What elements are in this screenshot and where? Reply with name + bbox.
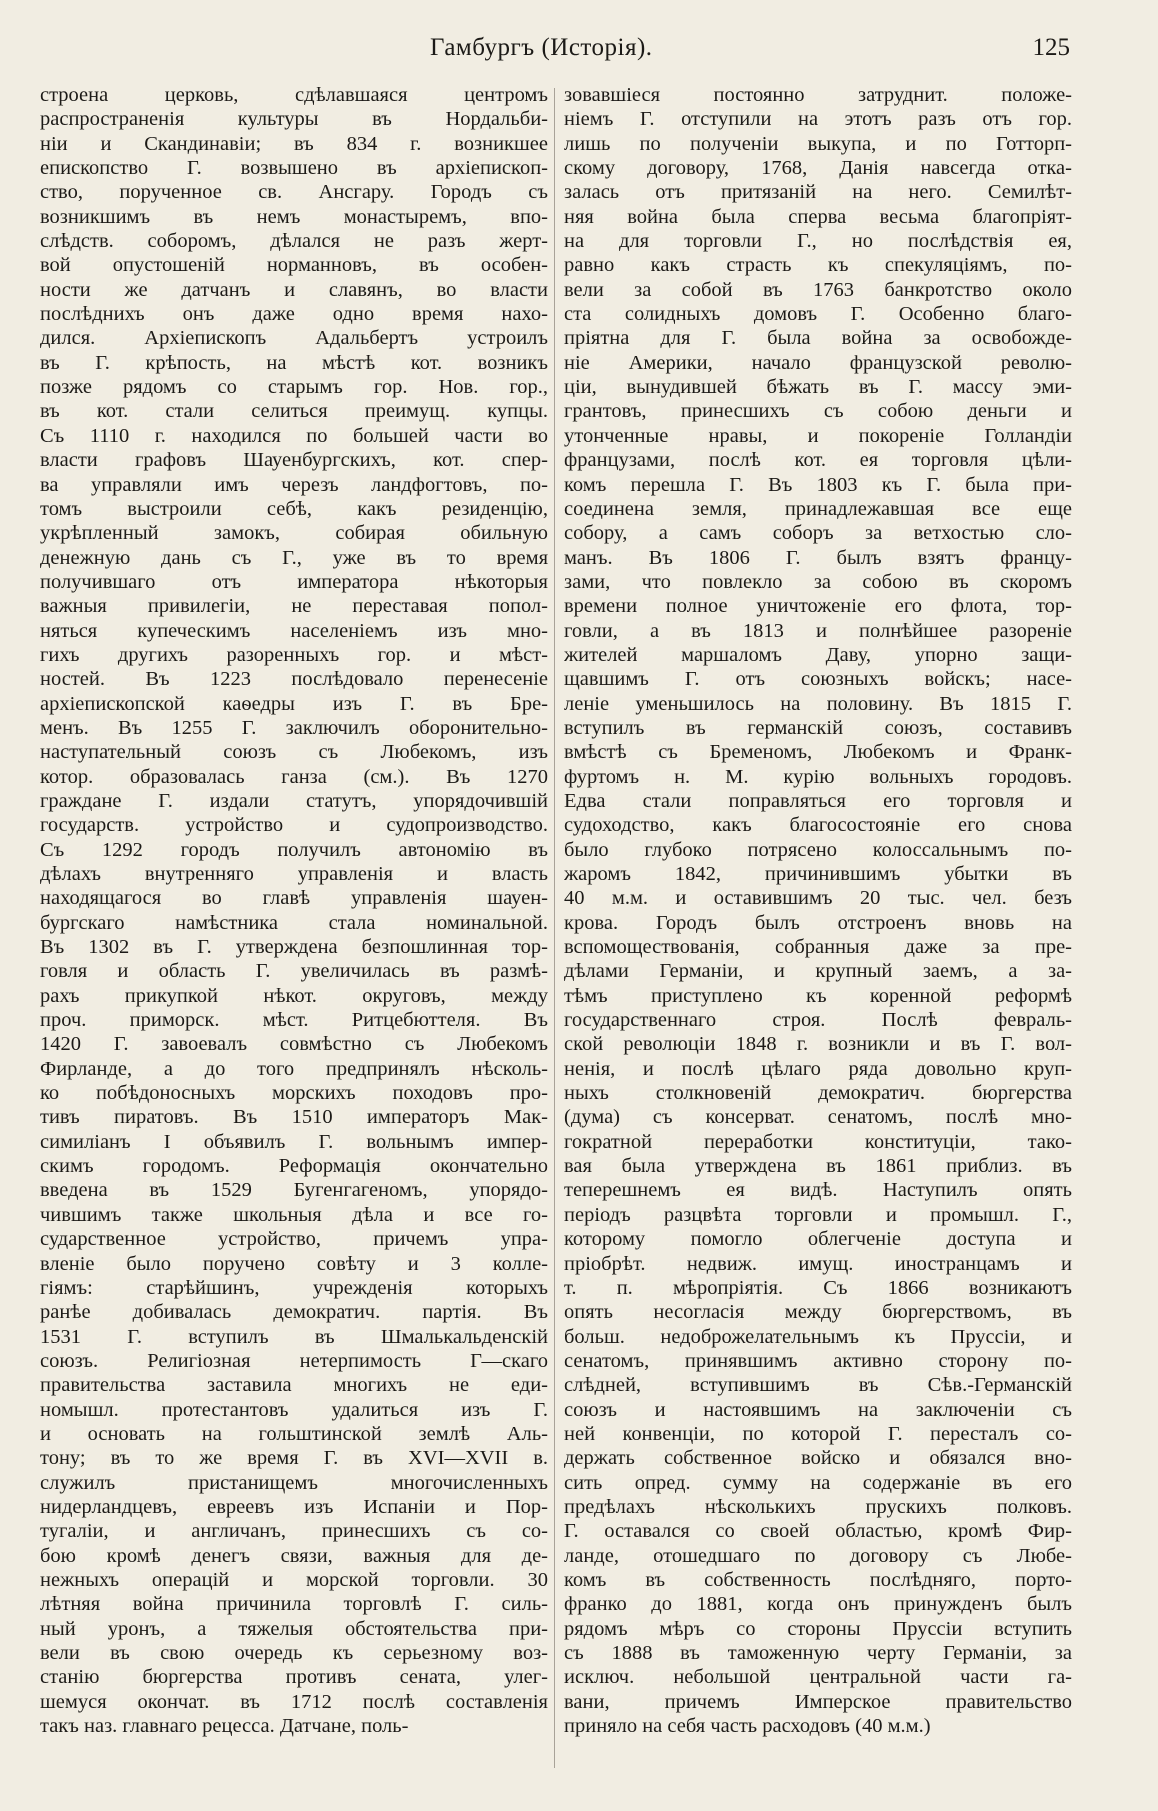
text-line: вмѣстѣ съ Бременомъ, Любекомъ и Франк- xyxy=(564,741,1072,764)
text-line: вспомоществованія, собранныя даже за пре- xyxy=(564,936,1072,959)
text-line: крова. Городъ былъ отстроенъ вновь на xyxy=(564,911,1072,934)
text-line: скимъ городомъ. Реформація окончательно xyxy=(40,1155,548,1178)
left-text-column xyxy=(40,83,548,1738)
text-line: предѣлахъ нѣсколькихъ прускихъ полковъ. xyxy=(564,1495,1072,1518)
text-line: держать собственное войско и обязался вно- xyxy=(564,1447,1072,1470)
text-line: говли, а въ 1813 и полнѣйшее разореніе xyxy=(564,619,1072,642)
text-line: съ 1888 въ таможенную черту Германіи, за xyxy=(564,1642,1072,1664)
text-line: няя война была сперва весьма благопріят- xyxy=(564,205,1072,228)
text-line: вая была утверждена въ 1861 приблиз. въ xyxy=(564,1155,1072,1178)
text-line: рядомъ мѣръ со стороны Пруссіи вступить xyxy=(564,1617,1072,1640)
text-line: сить опред. сумму на содержаніе въ его xyxy=(564,1471,1072,1494)
text-line: получившаго отъ императора нѣкоторыя xyxy=(40,570,548,593)
text-line: Въ 1302 въ Г. утверждена безпошлинная тор- xyxy=(40,936,548,959)
text-line: и основать на гольштинской землѣ Аль- xyxy=(40,1422,548,1445)
text-line: Фирланде, а до того предпринялъ нѣсколь- xyxy=(40,1057,548,1080)
text-line: опять несогласія между бюргерствомъ, въ xyxy=(564,1301,1072,1324)
text-line: ко побѣдоносныхъ морскихъ походовъ про- xyxy=(40,1082,548,1105)
text-line: котор. образовалась ганза (см.). Въ 1270 xyxy=(40,765,548,788)
text-line: введена въ 1529 Бугенгагеномъ, упорядо- xyxy=(40,1179,548,1202)
text-line: тугаліи, и англичанъ, принесшихъ съ со- xyxy=(40,1520,548,1543)
text-line: находящагося во главѣ управленія шауен- xyxy=(40,887,548,910)
text-line: союзъ и настоявшимъ на заключеніи съ xyxy=(564,1398,1072,1421)
text-line: щавшимъ Г. отъ союзныхъ войскъ; насе- xyxy=(564,668,1072,691)
text-line: слѣдств. соборомъ, дѣлался не разъ жерт- xyxy=(40,230,548,253)
text-line: ніи и Скандинавіи; въ 834 г. возникшее xyxy=(40,132,548,155)
text-line: комъ перешла Г. Въ 1803 къ Г. была при- xyxy=(564,473,1072,496)
running-head: Гамбургъ (Исторія). xyxy=(430,34,653,61)
text-line: гихъ другихъ разоренныхъ гор. и мѣст- xyxy=(40,643,548,666)
text-line: вани, причемъ Имперское правительство xyxy=(564,1690,1072,1713)
text-line: вой опустошеній норманновъ, въ особен- xyxy=(40,254,548,277)
text-line: было глубоко потрясено колоссальнымъ по- xyxy=(564,838,1072,861)
text-line: грантовъ, принесшихъ съ собою деньги и xyxy=(564,400,1072,423)
text-line: пріятна для Г. была война за освобожде- xyxy=(564,327,1072,350)
text-line: жителей маршаломъ Даву, упорно защи- xyxy=(564,643,1072,666)
text-line: няться купеческимъ населеніемъ изъ мно- xyxy=(40,619,548,642)
column-divider xyxy=(554,88,555,1768)
text-line: лишь по полученіи выкупа, и по Готторп- xyxy=(564,132,1072,155)
text-line: времени полное уничтоженіе его флота, тор- xyxy=(564,595,1072,618)
text-line: 1531 Г. вступилъ въ Шмалькальденскій xyxy=(40,1325,548,1348)
text-line: приняло на себя часть расходовъ (40 м.м.) xyxy=(564,1715,931,1738)
text-line: зовавшіеся постоянно затруднит. положе- xyxy=(564,84,1072,106)
text-line: залась отъ притязаній на него. Семилѣт- xyxy=(564,181,1072,204)
text-line: леніе уменьшилось на половину. Въ 1815 Г. xyxy=(564,692,1072,715)
text-line: бургскаго намѣстника стала номинальной. xyxy=(40,911,548,934)
text-line: важныя привилегіи, не переставая попол- xyxy=(40,595,548,618)
text-line: вели въ свою очередь къ серьезному воз- xyxy=(40,1642,548,1664)
text-line: вступилъ въ германскій союзъ, составивъ xyxy=(564,716,1072,739)
text-line: тивъ пиратовъ. Въ 1510 императоръ Мак- xyxy=(40,1106,548,1129)
text-line: соединена земля, принадлежавшая все еще xyxy=(564,497,1072,520)
text-line: пріобрѣт. недвиж. имущ. иностранцамъ и xyxy=(564,1252,1072,1275)
text-line: служилъ пристанищемъ многочисленныхъ xyxy=(40,1471,548,1494)
text-line: гократной переработки конституціи, тако- xyxy=(564,1130,1072,1153)
text-line: ный уронъ, а тяжелыя обстоятельства при- xyxy=(40,1617,548,1640)
text-line: фуртомъ н. М. курію вольныхъ городовъ. xyxy=(564,765,1072,788)
text-line: ніе Америки, начало французской револю- xyxy=(564,351,1072,374)
text-line: Едва стали поправляться его торговля и xyxy=(564,789,1072,812)
text-line: комъ въ собственность послѣдняго, порто- xyxy=(564,1568,1072,1591)
text-line: правительства заставила многихъ не еди- xyxy=(40,1374,548,1397)
text-line: рахъ прикупкой нѣкот. округовъ, между xyxy=(40,984,548,1007)
text-line: равно какъ страсть къ спекуляціямъ, по- xyxy=(564,254,1072,277)
text-line: въ кот. стали селиться преимущ. купцы. xyxy=(40,400,548,423)
page-header xyxy=(40,34,1070,74)
text-line: дѣлахъ внутренняго управленія и власть xyxy=(40,863,548,885)
text-line: манъ. Въ 1806 Г. былъ взятъ францу- xyxy=(564,546,1072,569)
text-line: ранѣе добивалась демократич. партія. Въ xyxy=(40,1301,548,1324)
text-line: франко до 1881, когда онъ принужденъ былъ xyxy=(564,1593,1072,1616)
text-line: власти графовъ Шауенбургскихъ, кот. спер- xyxy=(40,449,548,472)
text-line: такъ наз. главнаго рецесса. Датчане, поль- xyxy=(40,1715,409,1738)
text-line: ненія, и послѣ цѣлаго ряда довольно круп- xyxy=(564,1057,1072,1080)
text-line: Съ 1292 городъ получилъ автономію въ xyxy=(40,838,548,861)
text-line: станію бюргерства противъ сената, улег- xyxy=(40,1666,548,1689)
text-line: исключ. небольшой центральной части га- xyxy=(564,1666,1072,1689)
text-line: чившимъ также школьныя дѣла и все го- xyxy=(40,1203,548,1226)
text-line: шемуся окончат. въ 1712 послѣ составленія xyxy=(40,1690,548,1713)
text-line: ской революціи 1848 г. возникли и въ Г. вол- xyxy=(564,1033,1072,1056)
text-line: утонченные нравы, и покореніе Голландіи xyxy=(564,424,1072,447)
text-line: дѣлами Германіи, и крупный заемъ, а за- xyxy=(564,960,1072,983)
text-line: ство, порученное св. Ансгару. Городъ съ xyxy=(40,181,548,204)
page-number: 125 xyxy=(1032,34,1070,61)
text-line: зами, что повлекло за собою въ скоромъ xyxy=(564,570,1072,593)
text-line: ста солидныхъ домовъ Г. Особенно благо- xyxy=(564,303,1072,326)
text-line: ней конвенціи, по которой Г. пересталъ со- xyxy=(564,1422,1072,1445)
text-line: ности же датчанъ и славянъ, во власти xyxy=(40,278,548,301)
text-line: денежную дань съ Г., уже въ то время xyxy=(40,546,548,569)
text-line: распространенія культуры въ Нордальби- xyxy=(40,108,548,131)
text-line: наступательный союзъ съ Любекомъ, изъ xyxy=(40,741,548,764)
text-line: т. п. мѣропріятія. Съ 1866 возникаютъ xyxy=(564,1276,1072,1299)
text-line: собору, а самъ соборъ за ветхостью сло- xyxy=(564,522,1072,545)
text-line: больш. недоброжелательнымъ къ Пруссіи, и xyxy=(564,1325,1072,1348)
text-line: строена церковь, сдѣлавшаяся центромъ xyxy=(40,84,548,106)
text-line: нидерландцевъ, евреевъ изъ Испаніи и Пор- xyxy=(40,1495,548,1518)
text-line: скому договору, 1768, Данія навсегда отка- xyxy=(564,157,1072,180)
text-line: послѣднихъ онъ даже одно время нахо- xyxy=(40,303,548,326)
right-text-column xyxy=(564,83,1072,1738)
text-line: союзъ. Религіозная нетерпимость Г—скаго xyxy=(40,1349,548,1372)
text-line: Г. оставался со своей областью, кромѣ Фир- xyxy=(564,1520,1072,1543)
text-line: въ Г. крѣпость, на мѣстѣ кот. возникъ xyxy=(40,351,548,374)
text-line: государственнаго строя. Послѣ февраль- xyxy=(564,1009,1072,1032)
text-line: тону; въ то же время Г. въ XVI—XVII в. xyxy=(40,1447,548,1470)
text-line: говля и область Г. увеличилась въ размѣ- xyxy=(40,960,548,983)
text-line: симиліанъ I объявилъ Г. вольнымъ импер- xyxy=(40,1130,548,1153)
text-line: томъ выстроили себѣ, какъ резиденцію, xyxy=(40,497,548,520)
text-line: ніемъ Г. отступили на этотъ разъ отъ гор. xyxy=(564,108,1072,131)
text-line: нежныхъ операцій и морской торговли. 30 xyxy=(40,1568,548,1591)
text-line: ныхъ столкновеній демократич. бюргерства xyxy=(564,1082,1072,1105)
text-line: дился. Архіепископъ Адальбертъ устроилъ xyxy=(40,327,548,350)
text-line: проч. приморск. мѣст. Ритцебюттеля. Въ xyxy=(40,1009,548,1032)
text-line: которому помогло облегченіе доступа и xyxy=(564,1228,1072,1251)
text-line: на для торговли Г., но послѣдствія ея, xyxy=(564,230,1072,253)
text-line: бою кромѣ денегъ связи, важныя для де- xyxy=(40,1544,548,1567)
text-line: Съ 1110 г. находился по большей части во xyxy=(40,424,548,447)
text-line: сенатомъ, принявшимъ активно сторону по- xyxy=(564,1349,1072,1372)
text-line: вели за собой въ 1763 банкротство около xyxy=(564,278,1072,301)
text-line: архіепископской каѳедры изъ Г. въ Бре- xyxy=(40,692,548,715)
text-line: епископство Г. возвышено въ архіепископ- xyxy=(40,157,548,180)
text-line: ціи, вынудившей бѣжать въ Г. массу эми- xyxy=(564,376,1072,399)
text-line: номышл. протестантовъ удалиться изъ Г. xyxy=(40,1398,548,1421)
text-line: судоходство, какъ благосостояніе его снова xyxy=(564,814,1072,837)
text-line: лѣтняя война причинила торговлѣ Г. силь- xyxy=(40,1593,548,1616)
text-line: ва управляли имъ черезъ ландфогтовъ, по- xyxy=(40,473,548,496)
text-line: ланде, отошедшаго по договору съ Любе- xyxy=(564,1544,1072,1567)
text-line: позже рядомъ со старымъ гор. Нов. гор., xyxy=(40,376,548,399)
text-line: тѣмъ приступлено къ коренной реформѣ xyxy=(564,984,1072,1007)
text-line: (дума) съ консерват. сенатомъ, послѣ мно- xyxy=(564,1106,1072,1129)
text-line: сударственное устройство, причемъ упра- xyxy=(40,1228,548,1251)
text-line: возникшимъ въ немъ монастыремъ, впо- xyxy=(40,205,548,228)
text-line: ностей. Въ 1223 послѣдовало перенесеніе xyxy=(40,668,548,691)
text-line: французами, послѣ кот. ея торговля цѣли- xyxy=(564,449,1072,472)
text-line: менъ. Въ 1255 Г. заключилъ оборонительно- xyxy=(40,716,548,739)
text-line: граждане Г. издали статутъ, упорядочившій xyxy=(40,789,548,812)
text-line: государств. устройство и судопроизводство. xyxy=(40,814,548,837)
text-line: жаромъ 1842, причинившимъ убытки въ xyxy=(564,863,1072,885)
text-line: 1420 Г. завоевалъ совмѣстно съ Любекомъ xyxy=(40,1033,548,1056)
text-line: періодъ разцвѣта торговли и промышл. Г., xyxy=(564,1203,1072,1226)
text-line: вленіе было поручено совѣту и 3 колле- xyxy=(40,1252,548,1275)
text-line: укрѣпленный замокъ, собирая обильную xyxy=(40,522,548,545)
text-line: слѣдней, вступившимъ въ Сѣв.-Германскій xyxy=(564,1374,1072,1397)
text-line: теперешнемъ ея видѣ. Наступилъ опять xyxy=(564,1179,1072,1202)
text-line: гіямъ: старѣйшинъ, учрежденія которыхъ xyxy=(40,1276,548,1299)
text-line: 40 м.м. и оставившимъ 20 тыс. чел. безъ xyxy=(564,887,1072,910)
